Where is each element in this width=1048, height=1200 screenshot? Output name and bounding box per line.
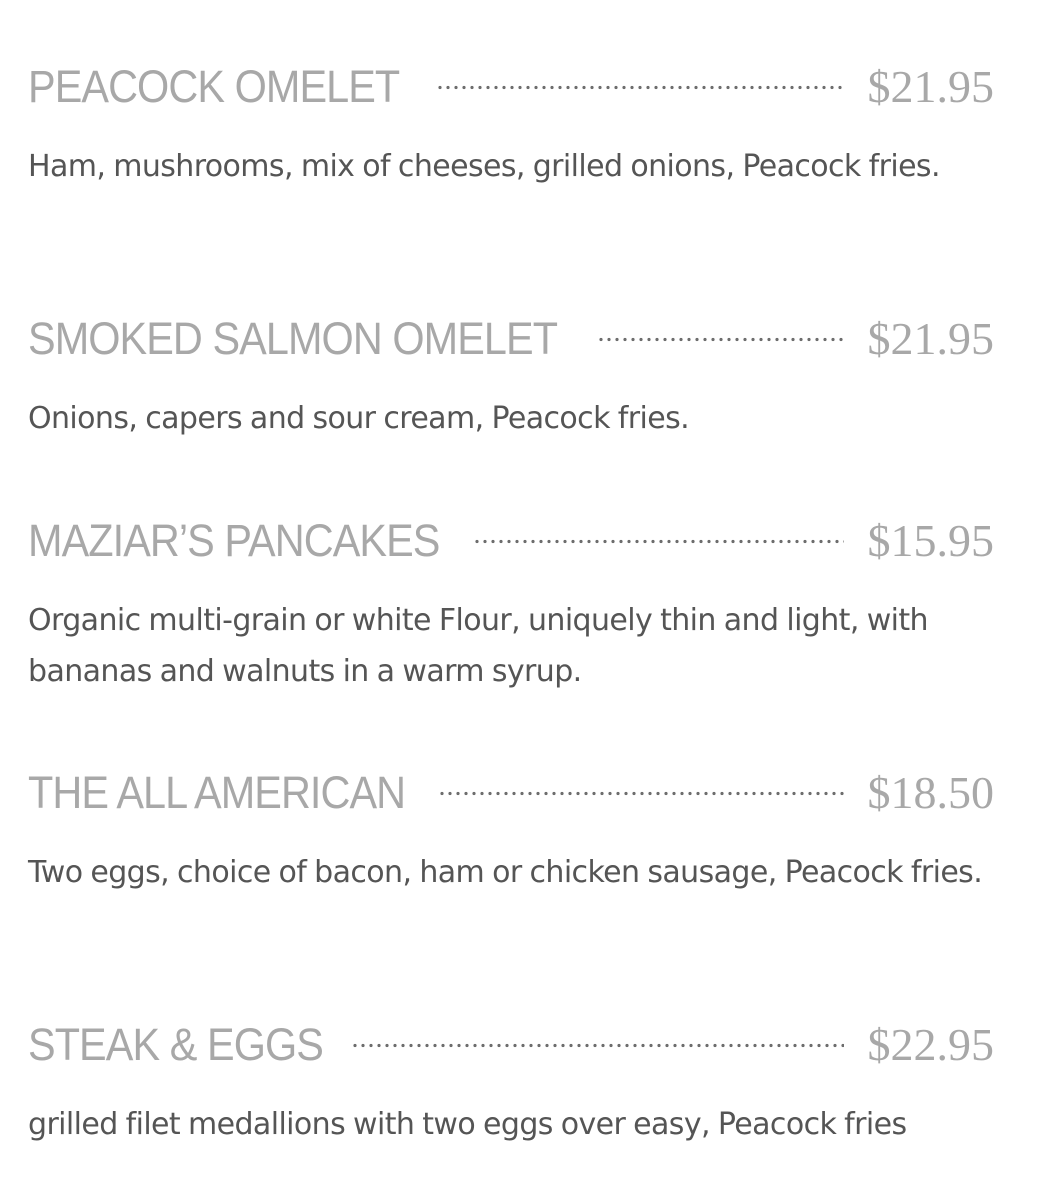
dot-leader bbox=[597, 337, 843, 342]
menu-item-steak-and-eggs bbox=[28, 1015, 994, 1150]
dot-leader bbox=[436, 85, 844, 90]
menu-item-price: $21.95 bbox=[867, 313, 994, 364]
menu-item-header bbox=[28, 511, 994, 571]
menu-item-name: PEACOCK OMELET bbox=[28, 61, 400, 112]
menu-item-header bbox=[28, 1015, 994, 1075]
menu-item-smoked-salmon-omelet bbox=[28, 309, 994, 444]
menu-item-maziars-pancakes bbox=[28, 511, 994, 697]
menu-item-description: Ham, mushrooms, mix of cheeses, grilled onions, Peacock fries. bbox=[28, 149, 940, 184]
menu-item-description: grilled filet medallions with two eggs over easy, Peacock fries bbox=[28, 1107, 907, 1142]
dot-leader bbox=[351, 1043, 844, 1048]
menu-item-header bbox=[28, 57, 994, 117]
dot-leader bbox=[438, 791, 844, 796]
menu-item-the-all-american bbox=[28, 763, 994, 898]
menu-item-price: $18.50 bbox=[867, 767, 994, 818]
menu-item-header bbox=[28, 763, 994, 823]
dot-leader bbox=[473, 539, 843, 544]
menu-item-price: $21.95 bbox=[867, 61, 994, 112]
menu-item-header bbox=[28, 309, 994, 369]
menu-item-name: SMOKED SALMON OMELET bbox=[28, 313, 558, 364]
menu-item-name: THE ALL AMERICAN bbox=[28, 767, 406, 818]
menu-item-description: Organic multi-grain or white Flour, uniquely thin and light, with bananas and walnuts in a warm syrup. bbox=[28, 603, 928, 689]
menu-item-name: MAZIAR’S PANCAKES bbox=[28, 515, 440, 566]
menu-item-description: Onions, capers and sour cream, Peacock fries. bbox=[28, 401, 690, 436]
menu-item-price: $22.95 bbox=[867, 1019, 994, 1070]
menu-item-peacock-omelet bbox=[28, 57, 994, 192]
menu-item-name: STEAK & EGGS bbox=[28, 1019, 323, 1070]
menu-item-description: Two eggs, choice of bacon, ham or chicken sausage, Peacock fries. bbox=[28, 855, 983, 890]
menu-item-price: $15.95 bbox=[867, 515, 994, 566]
